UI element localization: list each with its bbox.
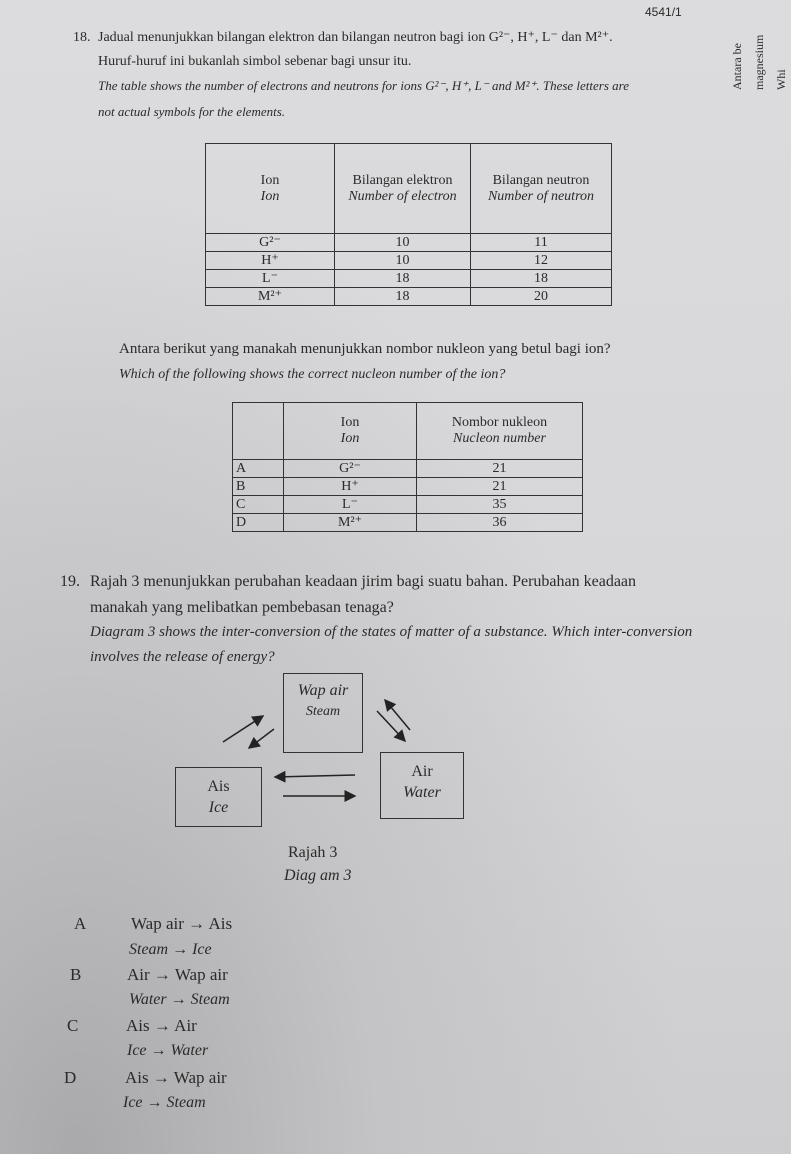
arrow-steam-to-ice (249, 729, 274, 748)
q18-text-ms2: Huruf-huruf ini bukanlah simbol sebenar bagi unsur itu. (98, 54, 412, 69)
diagram-caption-en: Diag am 3 (284, 867, 352, 884)
cell: 20 (471, 288, 612, 306)
cell: 18 (335, 270, 471, 288)
option-text-ms: Ais → Air (126, 1016, 197, 1035)
header-en: Nucleon number (453, 431, 546, 446)
label-en: Ice (208, 799, 229, 816)
option-text-en: Ice → Water (127, 1042, 209, 1059)
cell: 12 (471, 252, 612, 270)
cell: M²⁺ (206, 288, 335, 306)
header-ms: Bilangan neutron (492, 172, 590, 188)
option-letter: B (70, 965, 82, 984)
option-text-ms: Air → Wap air (127, 965, 228, 984)
option-text-ms: Wap air → Ais (131, 914, 233, 933)
header-ms: Nombor nukleon (451, 415, 548, 430)
q18-text-en: The table shows the number of electrons and neutrons for ions G²⁻, H⁺, L⁻ and M²⁺. These letters are (98, 78, 630, 93)
cell: 21 (417, 460, 583, 478)
cell: G²⁻ (284, 460, 417, 478)
q18-text-en2: not actual symbols for the elements. (98, 104, 286, 119)
option-text-en: Ice → Steam (123, 1094, 206, 1111)
q19-text-en: Diagram 3 shows the inter-conversion of the states of matter of a substance. Which inter-conversion (90, 624, 693, 640)
header-en: Ion (340, 431, 360, 446)
option-letter: A (233, 460, 284, 478)
header-ms: Ion (340, 415, 360, 430)
cell: 11 (471, 234, 612, 252)
option-letter: D (64, 1068, 77, 1087)
header-en: Ion (260, 188, 280, 204)
cell: 18 (335, 288, 471, 306)
arrow-water-to-steam (385, 700, 410, 730)
option-letter: C (233, 496, 284, 514)
q18-question-en: Which of the following shows the correct nucleon number of the ion? (119, 367, 506, 382)
header-ms: Ion (260, 172, 280, 188)
arrow-water-to-ice (275, 775, 355, 777)
diagram-caption-ms: Rajah 3 (288, 844, 338, 861)
label-ms: Wap air (297, 682, 349, 699)
cell: 10 (335, 234, 471, 252)
option-letter: B (233, 478, 284, 496)
margin-note: Antara be (730, 43, 744, 90)
arrow-steam-to-water (377, 711, 405, 741)
cell: L⁻ (284, 496, 417, 514)
cell: M²⁺ (284, 514, 417, 532)
cell: G²⁻ (206, 234, 335, 252)
header-en: Number of neutron (487, 188, 595, 204)
cell: 21 (417, 478, 583, 496)
cell: 35 (417, 496, 583, 514)
option-letter: C (67, 1016, 79, 1035)
q19-text-ms2: manakah yang melibatkan pembebasan tenaga? (90, 599, 394, 616)
label-en: Steam (305, 704, 341, 719)
cell: H⁺ (284, 478, 417, 496)
option-letter: A (74, 914, 87, 933)
label-ms: Air (411, 763, 433, 780)
q19-text-ms: Rajah 3 menunjukkan perubahan keadaan jirim bagi suatu bahan. Perubahan keadaan (90, 573, 637, 590)
arrow-ice-to-steam (223, 716, 263, 742)
label-ms: Ais (207, 778, 230, 795)
q19-text-en2: involves the release of energy? (90, 649, 275, 665)
margin-note: magnesium (752, 34, 766, 90)
q19-number: 19. (60, 573, 80, 590)
option-letter: D (233, 514, 284, 532)
option-text-en: Steam → Ice (129, 941, 212, 958)
page-code: 4541/1 (645, 5, 682, 19)
label-en: Water (403, 784, 441, 801)
option-text-en: Water → Steam (129, 991, 230, 1008)
q18-question-ms: Antara berikut yang manakah menunjukkan nombor nukleon yang betul bagi ion? (119, 341, 611, 357)
cell: 10 (335, 252, 471, 270)
header-en: Number of electron (348, 188, 457, 204)
cell: 18 (471, 270, 612, 288)
cell: L⁻ (206, 270, 335, 288)
cell: 36 (417, 514, 583, 532)
q18-text-ms: Jadual menunjukkan bilangan elektron dan bilangan neutron bagi ion G²⁻, H⁺, L⁻ dan M²⁺. (98, 30, 613, 45)
q18-number: 18. (73, 30, 91, 45)
option-text-ms: Ais → Wap air (125, 1068, 227, 1087)
margin-note: Whi (774, 69, 788, 90)
cell: H⁺ (206, 252, 335, 270)
header-ms: Bilangan elektron (352, 172, 453, 188)
